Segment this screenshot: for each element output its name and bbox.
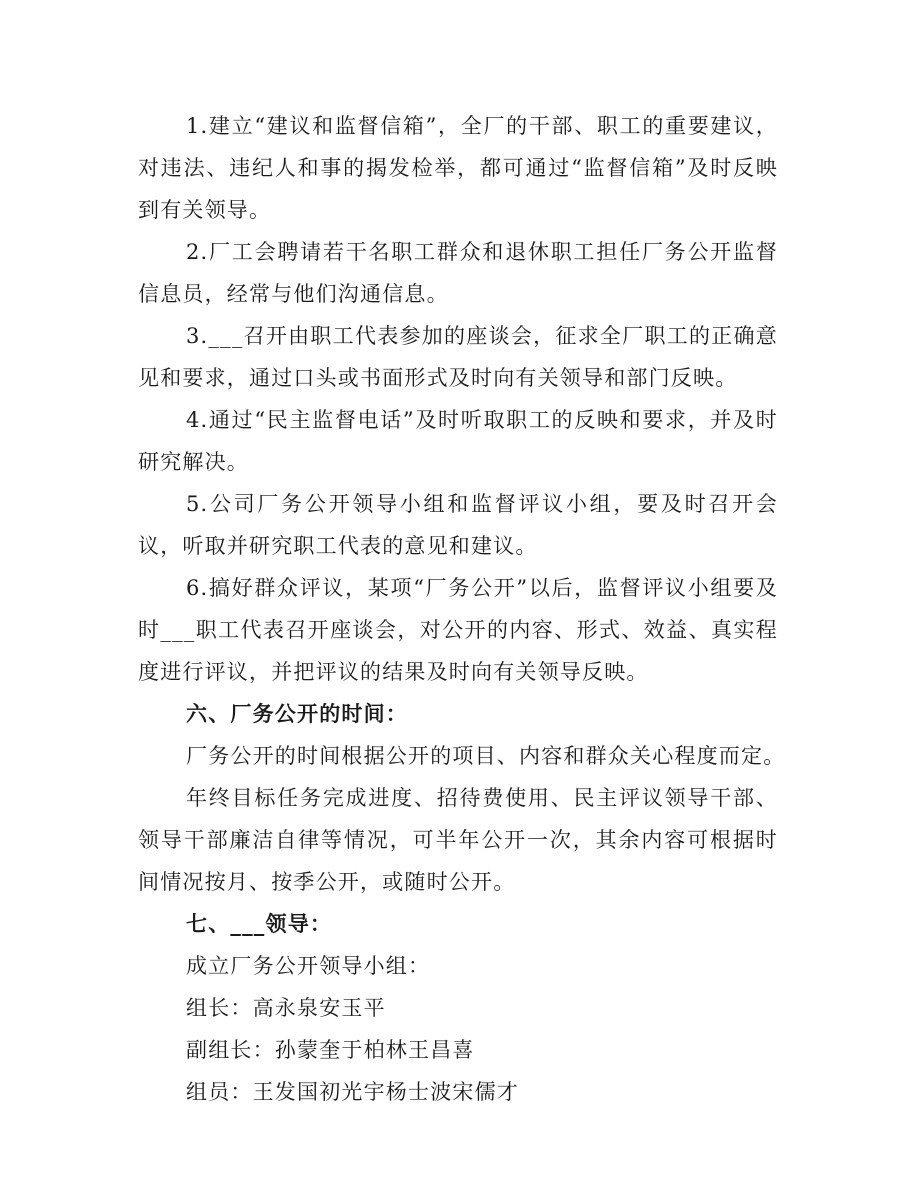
section-6-paragraph-1: 厂务公开的时间根据公开的项目、内容和群众关心程度而定。 [186, 744, 786, 768]
paragraph-item-5: 5.公司厂务公开领导小组和监督评议小组，要及时召开会议，听取并研究职工代表的意见和建议。 [138, 492, 778, 558]
paragraph-item-4: 4.通过“民主监督电话”及时听取职工的反映和要求，并及时研究解决。 [138, 408, 778, 474]
section-7-line-1: 成立厂务公开领导小组： [186, 954, 431, 978]
section-7-line-3: 副组长：孙蒙奎于柏林王昌喜 [186, 1038, 475, 1062]
section-6-heading: 六、厂务公开的时间： [186, 701, 408, 726]
section-7-line-2: 组长：高永泉安玉平 [186, 996, 386, 1020]
paragraph-item-6: 6.搞好群众评议，某项“厂务公开”以后，监督评议小组要及时___职工代表召开座谈会，对公开的内容、形式、效益、真实程度进行评议，并把评议的结果及时向有关领导反映。 [138, 576, 778, 684]
paragraph-item-3: 3.___召开由职工代表参加的座谈会，征求全厂职工的正确意见和要求，通过口头或书面形式及时向有关领导和部门反映。 [138, 324, 778, 390]
section-7-line-4: 组员：王发国初光宇杨士波宋儒才 [186, 1080, 519, 1104]
section-7-heading: 七、___领导： [186, 911, 333, 936]
paragraph-item-1: 1.建立“建议和监督信箱”，全厂的干部、职工的重要建议，对违法、违纪人和事的揭发检举，都可通过“监督信箱”及时反映到有关领导。 [138, 114, 778, 222]
paragraph-item-2: 2.厂工会聘请若干名职工群众和退休职工担任厂务公开监督信息员，经常与他们沟通信息。 [138, 240, 778, 306]
section-6-paragraph-2: 年终目标任务完成进度、招待费使用、民主评议领导干部、领导干部廉洁自律等情况，可半年公开一次，其余内容可根据时间情况按月、按季公开，或随时公开。 [138, 786, 778, 894]
